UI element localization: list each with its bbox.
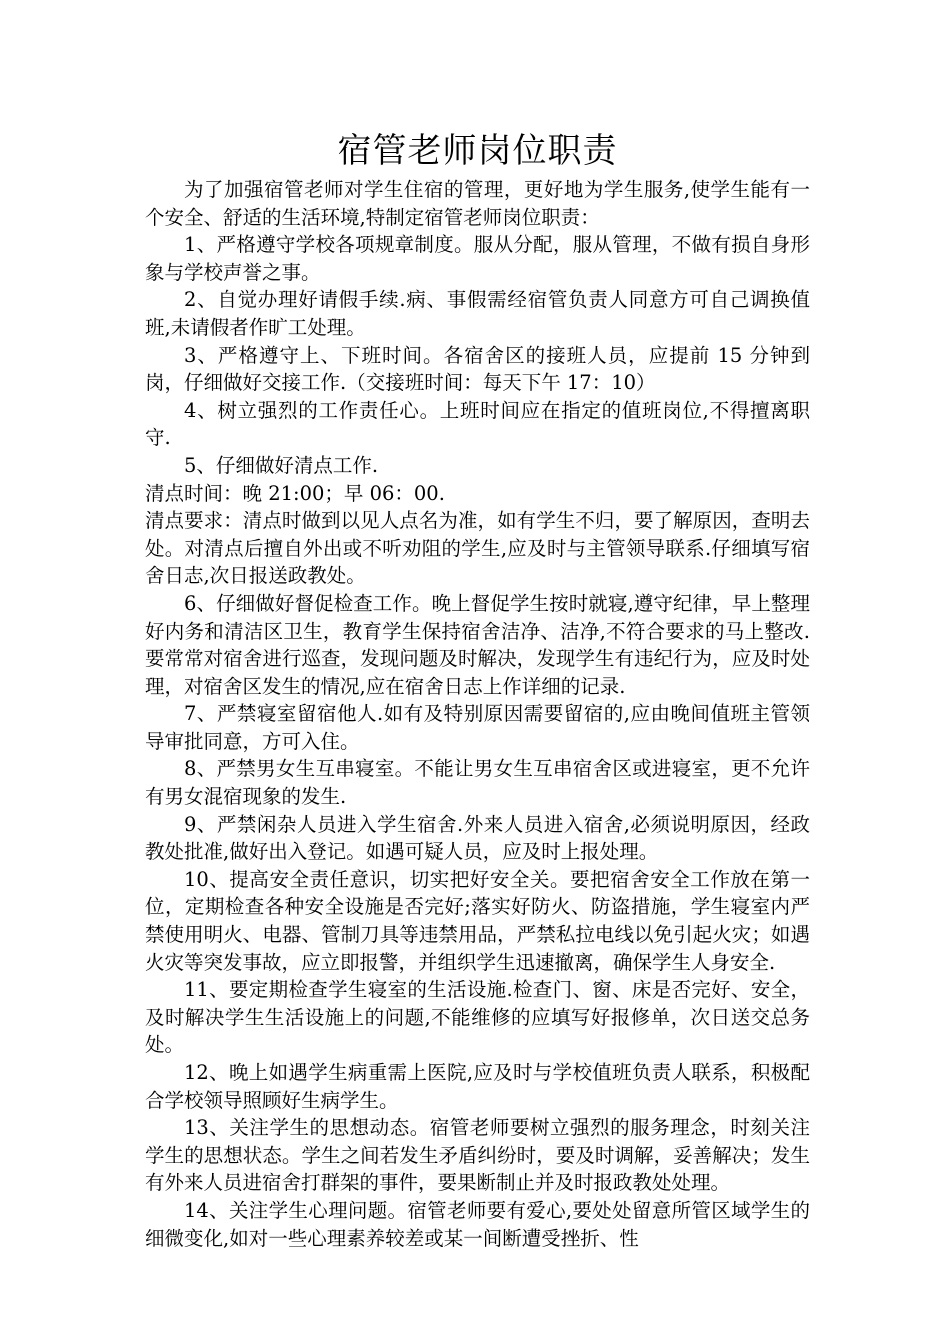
paragraph: 3、严格遵守上、下班时间。各宿舍区的接班人员，应提前 15 分钟到岗，仔细做好交接工作.（交接班时间：每天下午 17：10）: [145, 343, 810, 395]
paragraph: 11、要定期检查学生寝室的生活设施.检查门、窗、床是否完好、安全，及时解决学生生活设施上的问题,不能维修的应填写好报修单，次日送交总务处。: [145, 978, 810, 1057]
paragraph: 9、严禁闲杂人员进入学生宿舍.外来人员进入宿舍,必须说明原因，经政教处批准,做好出入登记。如遇可疑人员，应及时上报处理。: [145, 812, 810, 864]
paragraph: 4、树立强烈的工作责任心。上班时间应在指定的值班岗位,不得擅离职守.: [145, 398, 810, 450]
paragraph: 10、提高安全责任意识，切实把好安全关。要把宿舍安全工作放在第一位，定期检查各种安全设施是否完好;落实好防火、防盗措施，学生寝室内严禁使用明火、电器、管制刀具等违禁用品，严禁私拉电线以免引起火灾；如遇火灾等突发事故，应立即报警，并组织学生迅速撤离，确保学生人身安全.: [145, 867, 810, 974]
paragraph: 清点要求：清点时做到以见人点名为准，如有学生不归，要了解原因，查明去处。对清点后擅自外出或不听劝阻的学生,应及时与主管领导联系.仔细填写宿舍日志,次日报送政教处。: [145, 509, 810, 588]
document-title: 宿管老师岗位职责: [337, 131, 618, 171]
paragraph: 13、关注学生的思想动态。宿管老师要树立强烈的服务理念，时刻关注学生的思想状态。学生之间若发生矛盾纠纷时，要及时调解，妥善解决；发生有外来人员进宿舍打群架的事件，要果断制止并及时报政教处处理。: [145, 1116, 810, 1195]
paragraph: 2、自觉办理好请假手续.病、事假需经宿管负责人同意方可自己调换值班,未请假者作旷工处理。: [145, 288, 810, 339]
paragraph: 7、严禁寝室留宿他人.如有及特别原因需要留宿的,应由晚间值班主管领导审批同意，方可入住。: [145, 702, 810, 753]
paragraph: 清点时间：晚 21:00；早 06：00.: [145, 481, 445, 505]
paragraph: 14、关注学生心理问题。宿管老师要有爱心,要处处留意所管区域学生的细微变化,如对一些心理素养较差或某一间断遭受挫折、性: [145, 1198, 810, 1250]
paragraph: 1、严格遵守学校各项规章制度。服从分配，服从管理，不做有损自身形象与学校声誉之事。: [145, 233, 810, 284]
document-page: [145, 128, 810, 1252]
paragraph: 8、严禁男女生互串寝室。不能让男女生互串宿舍区或进寝室，更不允许有男女混宿现象的发生.: [145, 757, 810, 809]
paragraph: 12、晚上如遇学生病重需上医院,应及时与学校值班负责人联系，积极配合学校领导照顾好生病学生。: [145, 1061, 810, 1112]
paragraph: 为了加强宿管老师对学生住宿的管理，更好地为学生服务,使学生能有一个安全、舒适的生活环境,特制定宿管老师岗位职责：: [145, 178, 810, 229]
paragraph: 6、仔细做好督促检查工作。晚上督促学生按时就寝,遵守纪律，早上整理好内务和清洁区卫生，教育学生保持宿舍洁净、洁净,不符合要求的马上整改.要常常对宿舍进行巡查，发现问题及时解决，发现学生有违纪行为，应及时处理，对宿舍区发生的情况,应在宿舍日志上作详细的记录.: [145, 591, 810, 698]
paragraph: 5、仔细做好清点工作.: [184, 453, 379, 477]
document-body: [145, 176, 810, 1252]
